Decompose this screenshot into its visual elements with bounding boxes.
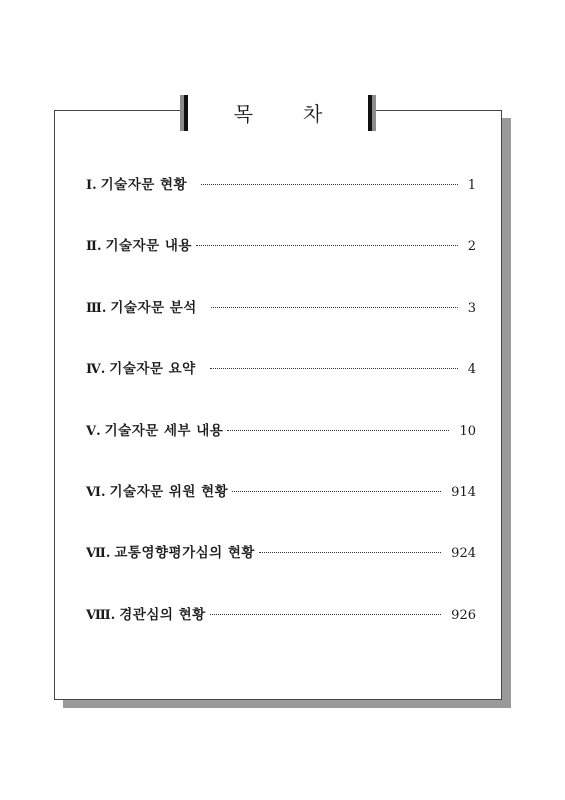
toc-item-4[interactable]: [86, 356, 476, 417]
toc-item-3[interactable]: [86, 295, 476, 356]
toc-leader: [196, 245, 458, 246]
toc-page-number: 914: [451, 484, 476, 500]
toc-leader: [232, 491, 441, 492]
page-title: [188, 101, 368, 127]
toc-label: 기술자문 위원 현황: [109, 483, 229, 500]
title-char-2: 차: [303, 102, 323, 126]
toc-numeral: Ⅲ.: [86, 300, 107, 316]
toc-item-8[interactable]: [86, 602, 476, 663]
toc-leader: [259, 552, 441, 553]
toc-item-5[interactable]: [86, 418, 476, 479]
title-bar-left: [180, 95, 188, 131]
toc-page-number: 2: [467, 239, 476, 255]
toc-item-2[interactable]: [86, 233, 476, 294]
toc-page-number: 3: [467, 300, 476, 316]
toc-label: 기술자문 분석: [110, 299, 197, 316]
toc-page-number: 10: [459, 423, 476, 439]
toc-label: 교통영향평가심의 현황: [114, 545, 255, 562]
toc-label: 기술자문 현황: [100, 177, 188, 193]
toc-numeral: Ⅷ.: [86, 607, 116, 623]
toc-page-number: 4: [467, 362, 476, 378]
toc-leader: [210, 614, 441, 615]
toc-page-number: 1: [467, 178, 476, 193]
toc-item-7[interactable]: [86, 540, 476, 601]
table-of-contents: [86, 172, 476, 663]
title-bar-right: [368, 95, 376, 131]
toc-label: 기술자문 세부 내용: [104, 422, 224, 439]
title-box: [180, 95, 376, 131]
toc-leader: [210, 368, 458, 369]
toc-label: 경관심의 현황: [119, 606, 206, 623]
toc-leader: [201, 184, 458, 185]
toc-item-6[interactable]: [86, 479, 476, 540]
toc-leader: [227, 430, 449, 431]
title-char-1: 목: [233, 102, 253, 126]
toc-label: 기술자문 내용: [105, 238, 192, 255]
toc-numeral: Ⅱ.: [86, 239, 102, 255]
toc-numeral: Ⅰ.: [86, 178, 97, 193]
toc-label: 기술자문 요약: [109, 361, 196, 378]
toc-page-number: 924: [451, 546, 476, 562]
toc-page-number: 926: [451, 607, 476, 623]
toc-leader: [211, 307, 458, 308]
toc-numeral: Ⅶ.: [86, 546, 111, 562]
toc-numeral: Ⅳ.: [86, 362, 106, 378]
toc-numeral: Ⅵ.: [86, 484, 106, 500]
toc-item-1[interactable]: [86, 172, 476, 233]
toc-numeral: Ⅴ.: [86, 423, 101, 439]
